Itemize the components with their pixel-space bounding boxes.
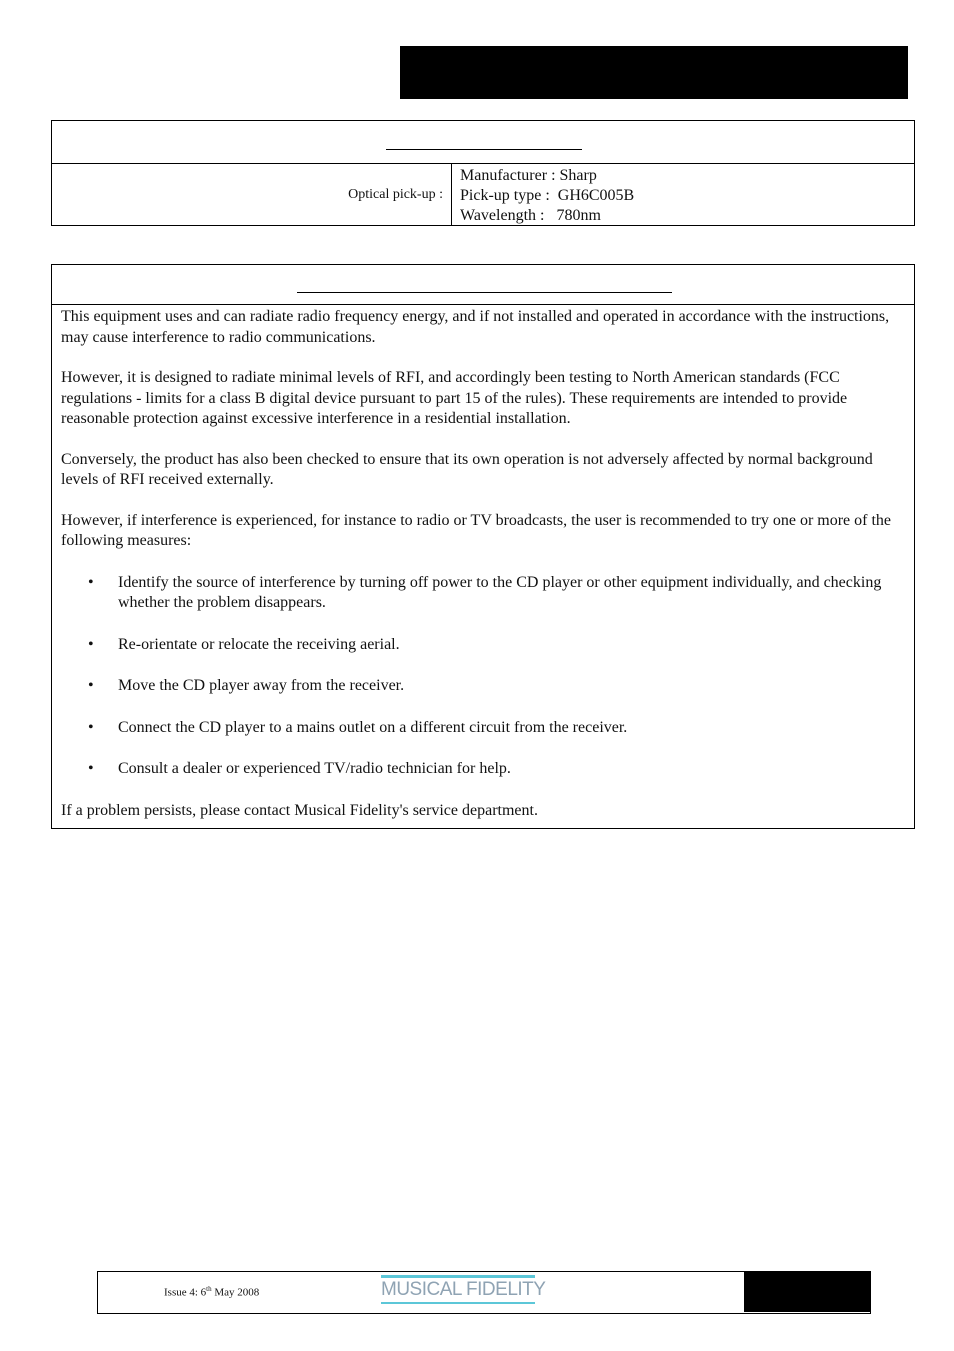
list-item <box>61 676 905 697</box>
footer-black-block <box>744 1272 870 1312</box>
header-black-bar <box>400 46 908 99</box>
issue-prefix: Issue 4: 6 <box>164 1286 207 1299</box>
measure-text: Identify the source of interference by turning off power to the CD player or other equipment individually, and checking whether the problem disappears. <box>118 573 882 611</box>
spec-wavelength: Wavelength : 780nm <box>460 207 601 224</box>
bullet-icon: • <box>88 635 94 653</box>
logo-text: MUSICAL FIDELITY <box>381 1279 546 1300</box>
spec-values <box>452 164 642 226</box>
spec-table-title-row <box>52 121 914 164</box>
issue-suffix: May 2008 <box>211 1286 260 1299</box>
measure-text: Move the CD player away from the receiver. <box>118 677 405 694</box>
rfi-section <box>51 264 915 829</box>
spec-table-title-underline <box>386 149 582 150</box>
measures-list <box>61 573 905 780</box>
list-item <box>61 718 905 739</box>
page-footer <box>97 1271 871 1314</box>
spec-label: Optical pick-up : <box>52 164 452 226</box>
spec-pickup-type: Pick-up type : GH6C005B <box>460 187 635 204</box>
list-item <box>61 573 905 614</box>
paragraph: Conversely, the product has also been checked to ensure that its own operation is not adversely affected by normal background levels of RFI received externally. <box>61 450 873 488</box>
bullet-icon: • <box>88 573 94 591</box>
bullet-icon: • <box>88 760 94 777</box>
measure-text: Consult a dealer or experienced TV/radio technician for help. <box>118 760 511 777</box>
list-item <box>61 635 905 656</box>
measure-text: Connect the CD player to a mains outlet on a different circuit from the receiver. <box>118 718 628 736</box>
spec-table <box>51 120 915 226</box>
rfi-title-row <box>52 265 914 305</box>
bullet-icon: • <box>88 718 94 736</box>
spec-row-optical-pickup <box>52 164 914 226</box>
measure-text: Re-orientate or relocate the receiving aerial. <box>118 635 400 653</box>
closing-paragraph: If a problem persists, please contact Musical Fidelity's service department. <box>61 801 538 819</box>
paragraph: However, it is designed to radiate minimal levels of RFI, and accordingly been testing to North American standards (FCC regulations - limits for a class B digital device pursuant to part 15 of the rules). These requirements are intended to provide reasonable protection against excessive interference in a residential installation. <box>61 369 848 427</box>
musical-fidelity-logo <box>381 1275 546 1308</box>
bullet-icon: • <box>88 677 94 694</box>
issue-date <box>164 1285 259 1299</box>
paragraph: This equipment uses and can radiate radio frequency energy, and if not installed and operated in accordance with the instructions, may cause interference to radio communications. <box>61 308 890 346</box>
spec-manufacturer: Manufacturer : Sharp <box>460 167 597 184</box>
paragraph: However, if interference is experienced, for instance to radio or TV broadcasts, the user is recommended to try one or more of the following measures: <box>61 511 892 549</box>
rfi-content <box>52 307 914 821</box>
rfi-title-underline <box>297 292 672 293</box>
issue-sup: th <box>206 1285 212 1293</box>
list-item <box>61 759 905 780</box>
logo-bottom-line <box>381 1302 535 1304</box>
